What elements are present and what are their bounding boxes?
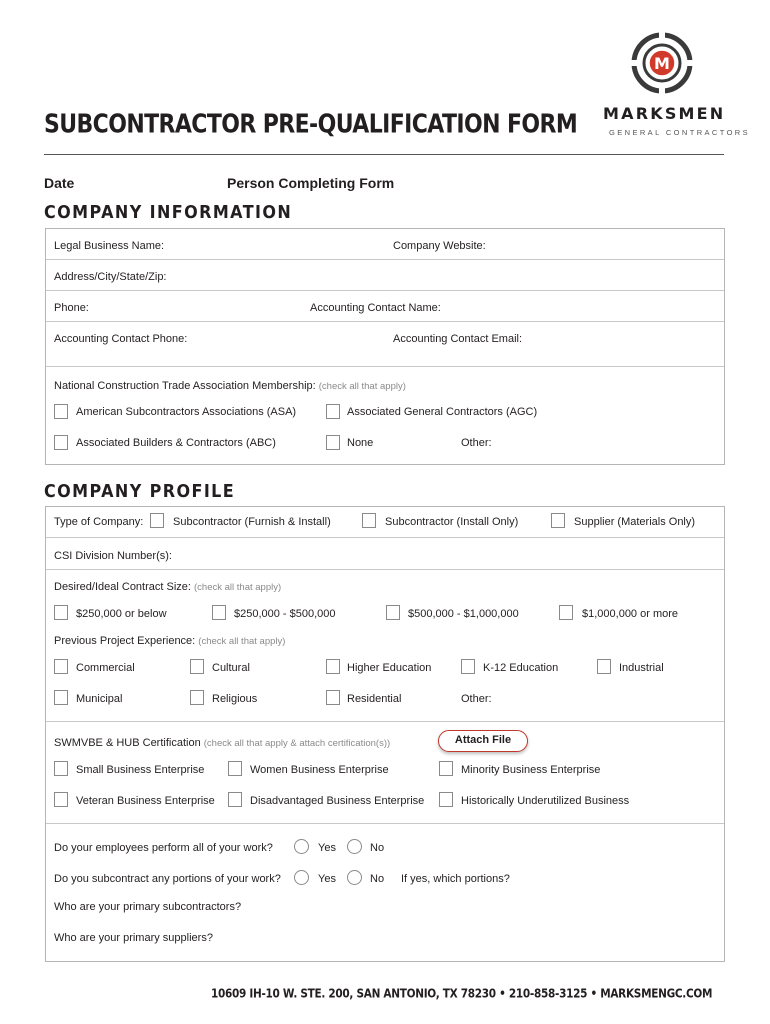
size-250k-below-label: $250,000 or below [76,608,167,620]
footer-address: 10609 IH-10 W. STE. 200, SAN ANTONIO, TX 78230 • 210-858-3125 • MARKSMENGC.COM [211,987,713,1001]
checkbox-small-business[interactable] [54,761,68,776]
header-divider [44,154,724,155]
accounting-contact-name-label: Accounting Contact Name: [310,302,441,314]
checkbox-asa[interactable] [54,404,68,419]
checkbox-agc[interactable] [326,404,340,419]
accounting-contact-phone-label: Accounting Contact Phone: [54,333,188,345]
option-furnish-install-label: Subcontractor (Furnish & Install) [173,516,331,528]
q2-yes-label: Yes [318,873,336,885]
which-portions-label: If yes, which portions? [401,873,510,885]
checkbox-religious[interactable] [190,690,204,705]
checkbox-abc[interactable] [54,435,68,450]
religious-label: Religious [212,693,258,705]
type-of-company-label: Type of Company: [54,516,144,528]
checkbox-size-250k-500k[interactable] [212,605,226,620]
certification-label: SWMVBE & HUB Certification (check all that apply & attach certification(s)) [54,737,391,749]
checkbox-size-1m-more[interactable] [559,605,573,620]
q1-yes-label: Yes [318,842,336,854]
q1-no-label: No [370,842,385,854]
size-250k-500k-label: $250,000 - $500,000 [234,608,336,620]
checkbox-veteran-business[interactable] [54,792,68,807]
option-asa-label: American Subcontractors Associations (ASA) [76,406,297,418]
hub-label: Historically Underutilized Business [461,795,630,807]
divider [46,259,724,260]
radio-q2-no[interactable] [347,870,362,885]
company-website-label: Company Website: [393,240,486,252]
checkbox-residential[interactable] [326,690,340,705]
certification-hint: (check all that apply & attach certification(s)) [203,738,391,749]
checkbox-industrial[interactable] [597,659,611,674]
company-information-box [45,228,725,465]
checkbox-women-business[interactable] [228,761,242,776]
checkbox-size-500k-1m[interactable] [386,605,400,620]
women-business-label: Women Business Enterprise [250,764,389,776]
divider [46,721,724,722]
option-agc-label: Associated General Contractors (AGC) [347,406,538,418]
experience-hint: (check all that apply) [198,636,286,647]
checkbox-higher-education[interactable] [326,659,340,674]
divider [46,537,724,538]
residential-label: Residential [347,693,402,705]
attach-file-button[interactable]: Attach File [438,730,528,752]
csi-division-label: CSI Division Number(s): [54,550,172,562]
checkbox-install-only[interactable] [362,513,376,528]
person-completing-label: Person Completing Form [227,175,395,191]
phone-label: Phone: [54,302,89,314]
association-hint: (check all that apply) [318,381,406,392]
cultural-label: Cultural [212,662,250,674]
logo-letter: M [654,54,670,73]
marksmen-logo [631,32,693,94]
checkbox-size-250k-below[interactable] [54,605,68,620]
experience-other-label: Other: [461,693,492,705]
option-none-label: None [347,437,374,449]
question-employees-perform: Do your employees perform all of your work? [54,842,273,854]
company-information-title: COMPANY INFORMATION [44,201,293,223]
divider [46,321,724,322]
size-500k-1m-label: $500,000 - $1,000,000 [408,608,519,620]
checkbox-k12-education[interactable] [461,659,475,674]
question-primary-subcontractors: Who are your primary subcontractors? [54,901,242,913]
form-title: SUBCONTRACTOR PRE-QUALIFICATION FORM [44,110,578,140]
question-subcontract-portions: Do you subcontract any portions of your work? [54,873,281,885]
brand-tagline: GENERAL CONTRACTORS [609,128,751,137]
option-install-only-label: Subcontractor (Install Only) [385,516,519,528]
date-label: Date [44,175,75,191]
checkbox-none[interactable] [326,435,340,450]
address-label: Address/City/State/Zip: [54,271,167,283]
radio-q1-yes[interactable] [294,839,309,854]
checkbox-disadvantaged-business[interactable] [228,792,242,807]
legal-business-name-label: Legal Business Name: [54,240,165,252]
checkbox-commercial[interactable] [54,659,68,674]
question-primary-suppliers: Who are your primary suppliers? [54,932,213,944]
company-profile-box [45,506,725,962]
accounting-contact-email-label: Accounting Contact Email: [393,333,523,345]
divider [46,366,724,367]
target-logo-icon [631,32,693,94]
higher-education-label: Higher Education [347,662,432,674]
experience-label: Previous Project Experience: (check all that apply) [54,635,286,647]
divider [46,823,724,824]
brand-name: MARKSMEN [603,104,726,123]
contract-size-hint: (check all that apply) [194,582,282,593]
minority-business-label: Minority Business Enterprise [461,764,601,776]
checkbox-hub[interactable] [439,792,453,807]
company-profile-title: COMPANY PROFILE [44,480,236,502]
disadvantaged-business-label: Disadvantaged Business Enterprise [250,795,425,807]
small-business-label: Small Business Enterprise [76,764,205,776]
k12-education-label: K-12 Education [483,662,559,674]
contract-size-label: Desired/Ideal Contract Size: (check all that apply) [54,581,282,593]
option-supplier-label: Supplier (Materials Only) [574,516,696,528]
industrial-label: Industrial [619,662,664,674]
q2-no-label: No [370,873,385,885]
divider [46,290,724,291]
checkbox-supplier[interactable] [551,513,565,528]
veteran-business-label: Veteran Business Enterprise [76,795,215,807]
checkbox-municipal[interactable] [54,690,68,705]
radio-q2-yes[interactable] [294,870,309,885]
size-1m-more-label: $1,000,000 or more [582,608,679,620]
checkbox-minority-business[interactable] [439,761,453,776]
radio-q1-no[interactable] [347,839,362,854]
municipal-label: Municipal [76,693,123,705]
association-other-label: Other: [461,437,492,449]
checkbox-cultural[interactable] [190,659,204,674]
option-abc-label: Associated Builders & Contractors (ABC) [76,437,276,449]
divider [46,569,724,570]
commercial-label: Commercial [76,662,135,674]
association-membership-label: National Construction Trade Association Membership: (check all that apply) [54,380,406,392]
checkbox-furnish-install[interactable] [150,513,164,528]
